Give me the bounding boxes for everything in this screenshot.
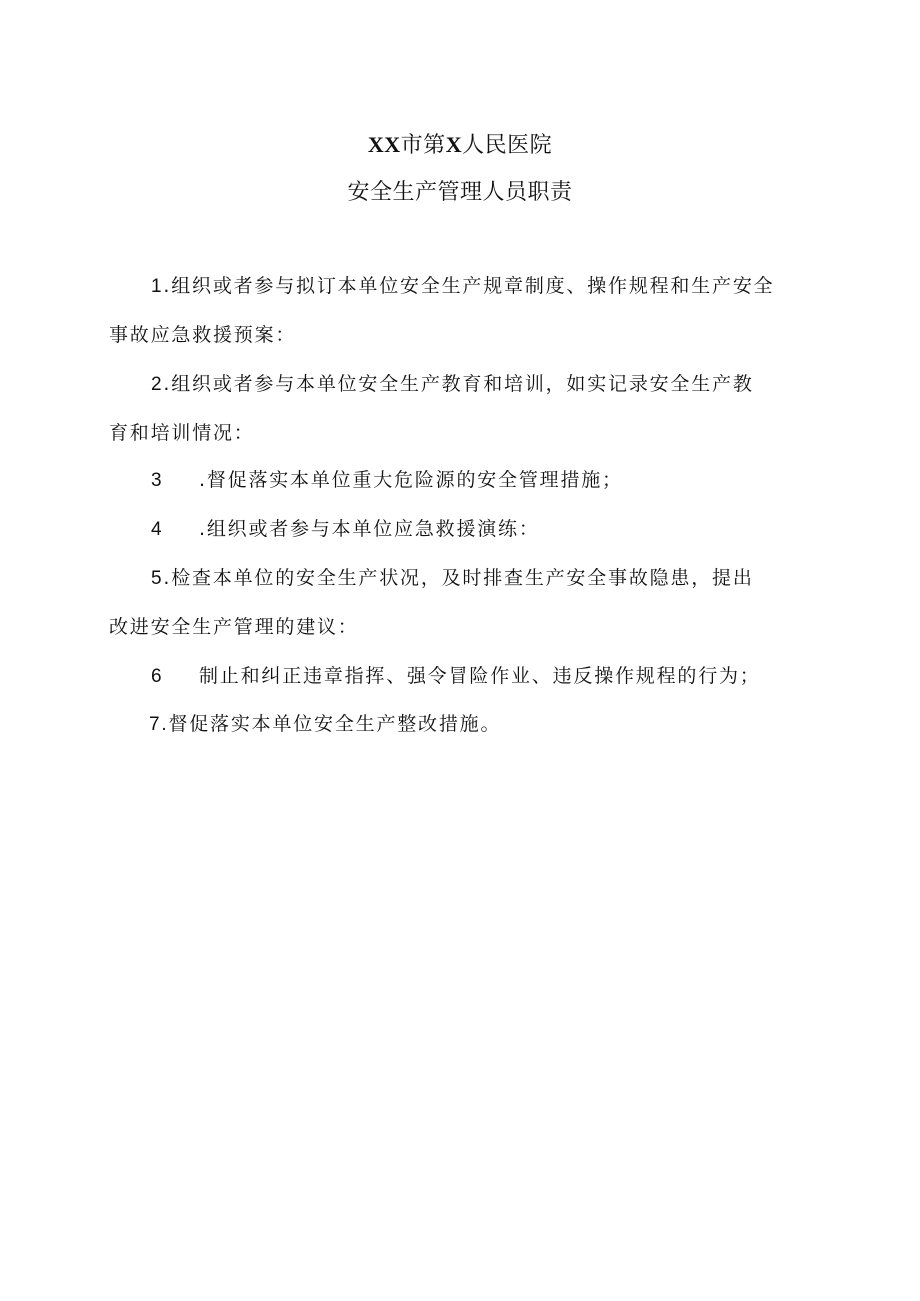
list-item <box>109 262 814 359</box>
title-prefix: XX <box>367 132 401 157</box>
list-item-text: .组织或者参与本单位安全生产教育和培训，如实记录安全生产教 <box>163 373 754 395</box>
list-item-first-line <box>109 652 814 701</box>
title-suffix: 人民医院 <box>462 133 553 158</box>
list-item-first-line <box>109 262 814 311</box>
list-item-first-line <box>109 505 814 554</box>
list-item-number: 4 <box>151 519 164 540</box>
list-item-text: .督促落实本单位重大危险源的安全管理措施； <box>199 469 623 491</box>
list-item <box>109 505 814 554</box>
list-item-number: 1 <box>151 276 164 297</box>
title-x: X <box>445 132 463 157</box>
list-item-first-line <box>109 700 814 749</box>
list-item-text: .检查本单位的安全生产状况，及时排查生产安全事故隐患，提出 <box>163 567 754 589</box>
list-item <box>109 360 814 457</box>
list-item-text: 督促落实本单位安全生产整改措施。 <box>168 713 502 735</box>
title-mid: 市第 <box>400 133 446 158</box>
list-item-number: 3 <box>151 470 164 491</box>
list-item-continuation: 育和培训情况： <box>109 422 255 444</box>
list-item-number: 6 <box>151 666 164 687</box>
list-item-number: 5 <box>151 568 164 589</box>
list-item-text: .组织或者参与本单位应急救援演练： <box>199 518 540 540</box>
document-title-duties: 安全生产管理人员职责 <box>347 180 573 205</box>
list-item-number: 2 <box>151 374 164 395</box>
list-item-first-line <box>109 554 814 603</box>
list-item <box>109 554 814 651</box>
document-title-hospital <box>0 130 920 161</box>
list-item <box>109 652 814 701</box>
list-item-text: .组织或者参与拟订本单位安全生产规章制度、操作规程和生产安全 <box>163 275 775 297</box>
list-item-continuation: 改进安全生产管理的建议： <box>109 616 359 638</box>
list-item-continuation: 事故应急救援预案： <box>109 324 297 346</box>
list-item <box>109 456 814 505</box>
list-item-number: 7. <box>149 714 169 735</box>
list-item <box>109 700 814 749</box>
list-item-first-line <box>109 456 814 505</box>
list-item-text: 制止和纠正违章指挥、强令冒险作业、违反操作规程的行为； <box>199 665 761 687</box>
list-item-first-line <box>109 360 814 409</box>
